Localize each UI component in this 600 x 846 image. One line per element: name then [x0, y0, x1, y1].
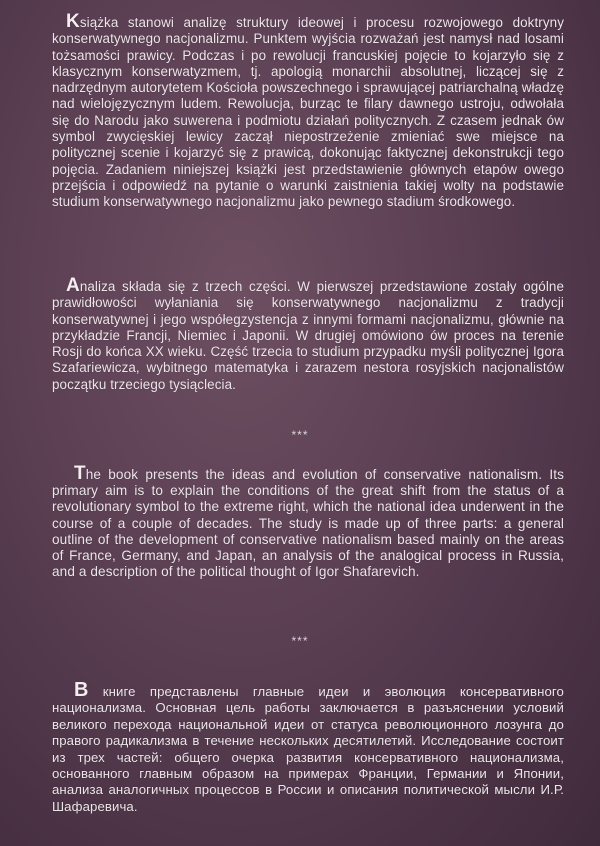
section-separator: ***	[291, 428, 309, 442]
paragraph-text: книге представлены главные идеи и эволюция консервативного национализма. Основная цель работы заключается в разъяснении условий великого перехода национальной идеи от статуса революционного лозунга до правого радикализма в течение нескольких десятилетий. Исследование состоит из трех частей: общего очерка развития консервативного национализма, основанного главным образом на примерах Франции, Германии и Японии, анализа аналогичных процессов в России и описания политической мысли И.Р. Шафаревича.	[52, 684, 564, 814]
polish-paragraph-1	[52, 11, 564, 211]
dropcap: K	[66, 11, 80, 32]
russian-abstract	[52, 679, 564, 815]
section-separator: ***	[291, 634, 309, 648]
dropcap: T	[74, 463, 86, 484]
paragraph-text: siążka stanowi analizę struktury ideowej i procesu rozwojowego doktryny konserwatywnego nacjonalizmu. Punktem wyjścia rozważań jest namysł nad losami tożsamości prawicy. Podczas i po rewolucji francuskiej pojęcie to kojarzyło się z klasycznym konserwatyzmem, tj. apologią monarchii absolutnej, liczącej się z nadrzędnym autorytetem Kościoła powszechnego i sprawującej patriarchalną władzę nad wielojęzycznym ludem. Rewolucja, burząc te filary dawnego ustroju, odwołała się do Narodu jako suwerena i podmiotu działań politycznych. Z czasem jednak ów symbol zwycięskiej lewicy zaczął niepostrzeżenie zmieniać swe miejsce na politycznej scenie i kojarzyć się z prawicą, dokonując faktycznej dekonstrukcji tego pojęcia. Zadaniem niniejszej książki jest przedstawienie głównych etapów owego przejścia i odpowiedź na pytanie o warunki zaistnienia takiej wolty na podstawie studium konserwatywnego nacjonalizmu jako pewnego stadium środkowego.	[52, 15, 564, 210]
dropcap: В	[74, 679, 89, 701]
dropcap: A	[66, 275, 80, 296]
paragraph-text: he book presents the ideas and evolution of conservative nationalism. Its primary aim is to explain the conditions of the great shift from the status of a revolutionary symbol to the extreme right, which the national idea underwent in the course of a couple of decades. The study is made up of three parts: a general outline of the development of conservative nationalism based mainly on the areas of France, Germany, and Japan, an analysis of the analogical process in Russia, and a description of the political thought of Igor Shafarevich.	[52, 467, 564, 580]
polish-paragraph-2	[52, 275, 564, 393]
english-abstract	[52, 463, 564, 580]
paragraph-text: naliza składa się z trzech części. W pierwszej przedstawione zostały ogólne prawidłowości wyłaniania się konserwatywnego nacjonalizmu z tradycji konserwatywnej i jego współegzystencja z innymi formami nacjonalizmu, głównie na przykładzie Francji, Niemiec i Japonii. W drugiej omówiono ów proces na terenie Rosji do końca XX wieku. Część trzecia to studium przypadku myśli politycznej Igora Szafariewicza, wybitnego matematyka i zarazem nestora rosyjskich nacjonalistów początku trzeciego tysiąclecia.	[52, 279, 564, 392]
